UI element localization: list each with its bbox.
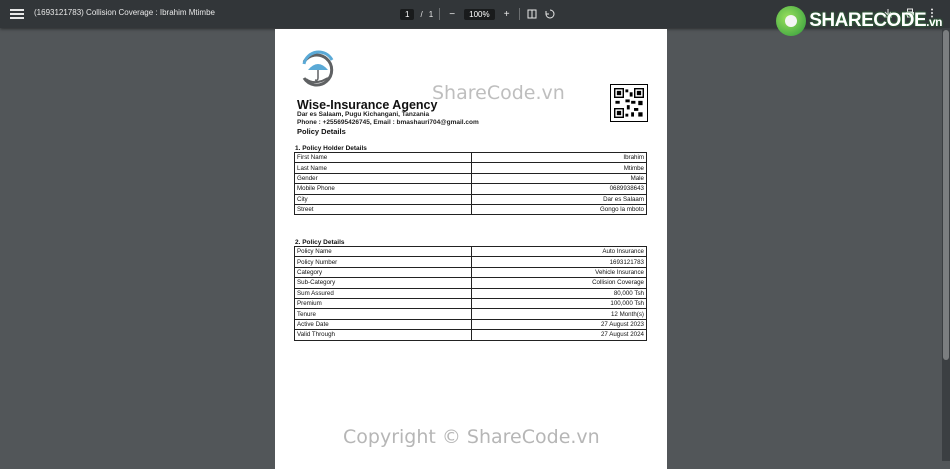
row-value: Collision Coverage bbox=[472, 278, 647, 288]
toolbar-divider bbox=[519, 8, 520, 20]
row-label: Sub-Category bbox=[295, 278, 472, 288]
zoom-in-button[interactable]: + bbox=[503, 8, 510, 20]
table-row bbox=[295, 257, 647, 267]
table-row bbox=[295, 278, 647, 288]
row-label: City bbox=[295, 194, 472, 204]
row-label: Valid Through bbox=[295, 330, 472, 340]
row-label: Street bbox=[295, 204, 472, 214]
sharecode-logo bbox=[776, 6, 942, 36]
page-heading: Policy Details bbox=[297, 127, 346, 136]
row-label: Policy Number bbox=[295, 257, 472, 267]
row-label: Premium bbox=[295, 298, 472, 308]
holder-details-table bbox=[294, 152, 647, 215]
agency-address: Dar es Salaam, Pugu Kichangani, Tanzania bbox=[297, 111, 430, 118]
table-row bbox=[295, 267, 647, 277]
zoom-level-input[interactable]: 100% bbox=[464, 9, 494, 20]
row-value: Dar es Salaam bbox=[472, 194, 647, 204]
table-row bbox=[295, 173, 647, 183]
table-row bbox=[295, 204, 647, 214]
scrollbar-thumb[interactable] bbox=[943, 30, 949, 360]
zoom-out-button[interactable]: − bbox=[449, 8, 456, 20]
document-title: (1693121783) Collision Coverage : Ibrahim Mtimbe bbox=[34, 8, 215, 17]
row-label: Policy Name bbox=[295, 247, 472, 257]
row-value: Male bbox=[472, 173, 647, 183]
row-value: 80,000 Tsh bbox=[472, 288, 647, 298]
row-value: 27 August 2024 bbox=[472, 330, 647, 340]
row-value: 0689938643 bbox=[472, 184, 647, 194]
sharecode-logo-icon bbox=[776, 6, 806, 36]
row-value: 12 Month(s) bbox=[472, 309, 647, 319]
page-separator: / bbox=[420, 9, 423, 19]
sharecode-logo-text: SHARECODE bbox=[809, 10, 927, 31]
row-value: Gongo la mboto bbox=[472, 204, 647, 214]
row-label: First Name bbox=[295, 153, 472, 163]
qr-code bbox=[610, 84, 648, 122]
sharecode-logo-suffix: .vn bbox=[926, 15, 942, 29]
row-label: Mobile Phone bbox=[295, 184, 472, 194]
row-label: Gender bbox=[295, 173, 472, 183]
row-value: Ibrahim bbox=[472, 153, 647, 163]
page-controls bbox=[400, 6, 556, 22]
page-number-input[interactable]: 1 bbox=[400, 9, 414, 20]
table-row bbox=[295, 288, 647, 298]
agency-contact: Phone : +255695426745, Email : bmashauri704@gmail.com bbox=[297, 119, 479, 126]
table-row bbox=[295, 309, 647, 319]
toolbar-divider bbox=[439, 8, 440, 20]
vertical-scrollbar[interactable] bbox=[942, 28, 950, 461]
table-row bbox=[295, 153, 647, 163]
fit-page-icon[interactable] bbox=[526, 8, 538, 20]
policy-section-title: 2. Policy Details bbox=[295, 239, 345, 246]
table-row bbox=[295, 319, 647, 329]
row-value: 100,000 Tsh bbox=[472, 298, 647, 308]
holder-section-title: 1. Policy Holder Details bbox=[295, 145, 367, 152]
menu-icon[interactable] bbox=[10, 7, 24, 21]
table-row bbox=[295, 194, 647, 204]
row-value: Mtimbe bbox=[472, 163, 647, 173]
row-label: Sum Assured bbox=[295, 288, 472, 298]
agency-name: Wise-Insurance Agency bbox=[297, 98, 438, 112]
row-value: 27 August 2023 bbox=[472, 319, 647, 329]
rotate-icon[interactable] bbox=[544, 8, 556, 20]
umbrella-hand-logo-icon bbox=[296, 48, 340, 92]
row-value: Auto Insurance bbox=[472, 247, 647, 257]
table-row bbox=[295, 163, 647, 173]
table-row bbox=[295, 184, 647, 194]
copyright-watermark: Copyright © ShareCode.vn bbox=[343, 426, 600, 448]
table-row bbox=[295, 330, 647, 340]
row-label: Tenure bbox=[295, 309, 472, 319]
row-value: Vehicle Insurance bbox=[472, 267, 647, 277]
row-value: 1693121783 bbox=[472, 257, 647, 267]
watermark-text: ShareCode.vn bbox=[432, 82, 565, 104]
table-row bbox=[295, 298, 647, 308]
policy-details-table bbox=[294, 246, 647, 341]
row-label: Last Name bbox=[295, 163, 472, 173]
row-label: Active Date bbox=[295, 319, 472, 329]
table-row bbox=[295, 247, 647, 257]
page-total: 1 bbox=[428, 9, 434, 19]
row-label: Category bbox=[295, 267, 472, 277]
